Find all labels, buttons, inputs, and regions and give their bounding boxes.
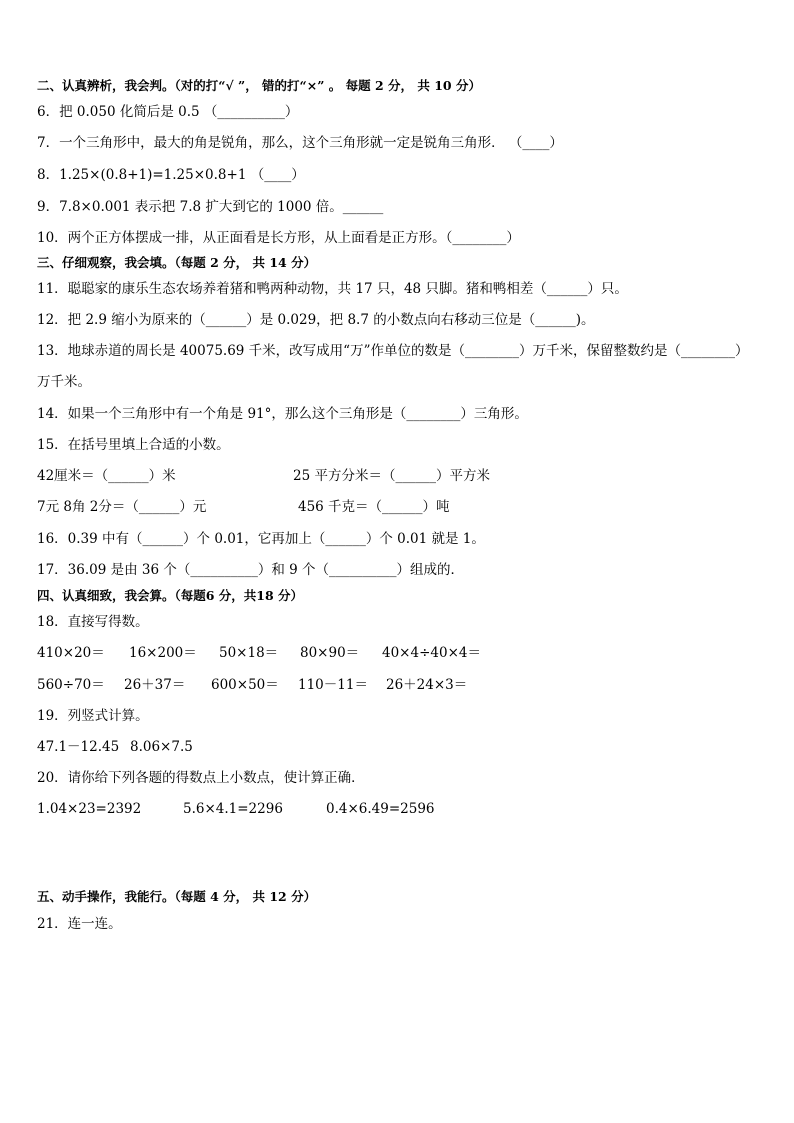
question-16: 16．0.39 中有（______）个 0.01，它再加上（______）个 0.01 就是 1。 (37, 531, 485, 547)
question-6: 6．把 0.050 化简后是 0.5 （__________） (37, 104, 299, 120)
q20-expression: 5.6×4.1=2296 (183, 801, 283, 817)
question-13-line-1: 13．地球赤道的周长是 40075.69 千米，改写成用“万”作单位的数是（________）万千米，保留整数约是（________） (37, 343, 749, 359)
question-7: 7．一个三角形中，最大的角是锐角，那么，这个三角形就一定是锐角三角形． （____） (37, 135, 563, 151)
q18-expression: 26＋37＝ (124, 677, 186, 693)
q18-expression: 80×90＝ (300, 645, 360, 661)
q19-expression: 8.06×7.5 (130, 739, 193, 755)
question-8: 8．1.25×(0.8+1)=1.25×0.8+1 （____） (37, 167, 305, 183)
question-18: 18．直接写得数。 (37, 614, 149, 630)
q18-expression: 16×200＝ (129, 645, 197, 661)
question-12: 12．把 2.9 缩小为原来的（______）是 0.029，把 8.7 的小数点向右移动三位是（______)。 (37, 312, 595, 328)
question-14: 14．如果一个三角形中有一个角是 91°，那么这个三角形是（________）三角形。 (37, 406, 528, 422)
q18-expression: 560÷70＝ (37, 677, 105, 693)
question-15-item-a: 42厘米＝（______）米 (37, 468, 176, 484)
q20-expression: 0.4×6.49=2596 (326, 801, 435, 817)
q18-expression: 26＋24×3＝ (386, 677, 468, 693)
question-9: 9．7.8×0.001 表示把 7.8 扩大到它的 1000 倍。______ (37, 199, 384, 215)
section-4-heading: 四、认真细致，我会算。（每题6 分，共18 分） (37, 588, 304, 603)
question-17: 17．36.09 是由 36 个（__________）和 9 个（__________）组成的． (37, 562, 465, 578)
question-15: 15．在括号里填上合适的小数。 (37, 437, 230, 453)
q18-expression: 410×20＝ (37, 645, 105, 661)
section-3-heading: 三、仔细观察，我会填。（每题 2 分， 共 14 分） (37, 255, 317, 270)
question-13-line-2: 万千米。 (37, 374, 91, 390)
question-15-item-d: 456 千克＝（______）吨 (298, 499, 450, 515)
question-20: 20．请你给下列各题的得数点上小数点，使计算正确． (37, 770, 365, 786)
q18-expression: 50×18＝ (219, 645, 279, 661)
q19-expression: 47.1－12.45 (37, 739, 120, 755)
question-11: 11．聪聪家的康乐生态农场养着猪和鸭两种动物，共 17 只，48 只脚。猪和鸭相差（______）只。 (37, 281, 628, 297)
section-2-heading: 二、认真辨析，我会判。（对的打“√ ”， 错的打“×” 。 每题 2 分， 共 10 分） (37, 78, 481, 93)
q20-expression: 1.04×23=2392 (37, 801, 142, 817)
question-10: 10．两个正方体摆成一排，从正面看是长方形，从上面看是正方形。（________） (37, 230, 520, 246)
q18-expression: 40×4÷40×4＝ (382, 645, 481, 661)
q18-expression: 110－11＝ (298, 677, 368, 693)
section-5-heading: 五、动手操作，我能行。（每题 4 分， 共 12 分） (37, 889, 317, 904)
question-15-item-b: 25 平方分米＝（______）平方米 (293, 468, 490, 484)
q18-expression: 600×50＝ (211, 677, 279, 693)
question-15-item-c: 7元 8角 2分＝（______）元 (37, 499, 207, 515)
question-19: 19．列竖式计算。 (37, 708, 149, 724)
question-21: 21．连一连。 (37, 916, 122, 932)
